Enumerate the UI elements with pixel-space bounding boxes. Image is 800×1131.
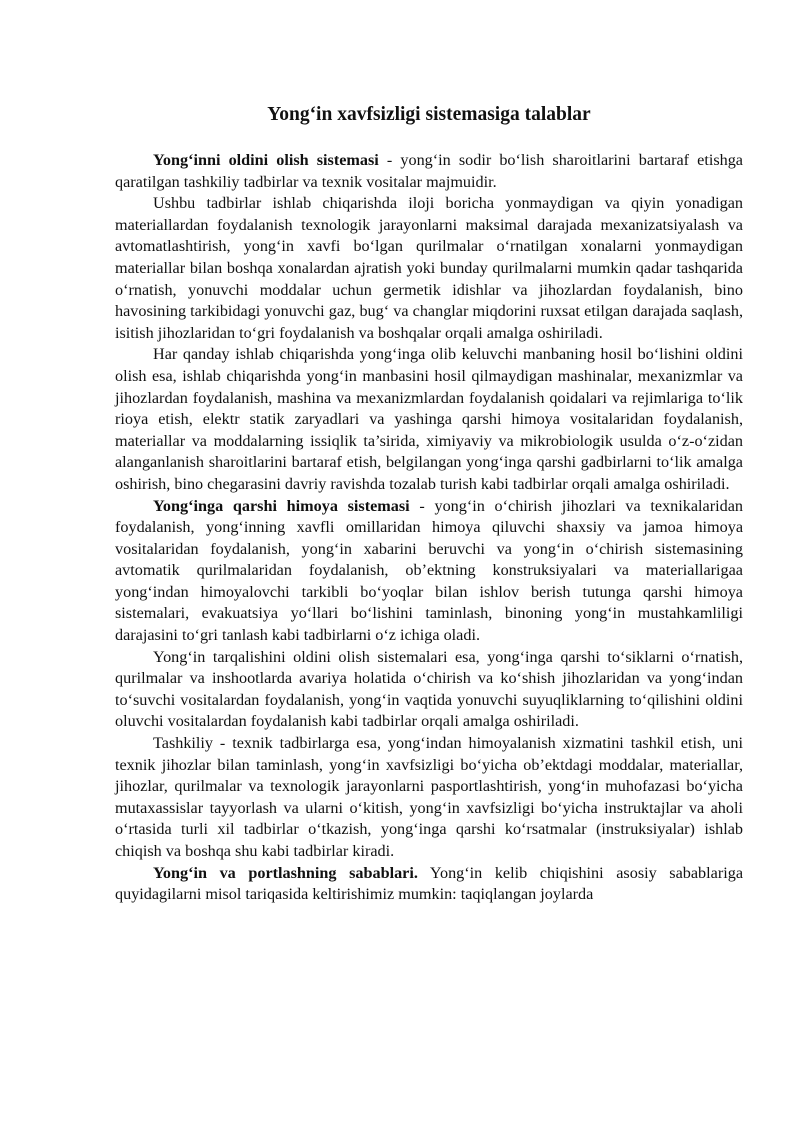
document-title: Yong‘in xavfsizligi sistemasiga talablar — [267, 104, 591, 125]
paragraph-organizational-measures — [115, 733, 743, 863]
paragraph-ignition-source-prevention — [115, 344, 743, 495]
paragraph-measures — [115, 193, 743, 344]
paragraph-text: Yong‘in tarqalishini oldini olish sistemalari esa, yong‘inga qarshi to‘siklarni o‘rnatish, qurilmalar va inshootlarda avariya holatida o‘chirish va ko‘shish jihozlaridan va yong‘indan to‘suvchi vositalardan foydalanish, yong‘in vaqtida yonuvchi suyuqliklarning to‘qilishini oldini oluvchi vositalardan foydalanish kabi tadbirlar orqali amalga oshiriladi. — [115, 647, 743, 731]
paragraph-text: - yong‘in sodir bo‘lish sharoitlarini bartaraf etishga qaratilgan tashkiliy tadbirlar va texnik vositalar majmuidir. — [115, 151, 743, 191]
paragraph-text: Ushbu tadbirlar ishlab chiqarishda iloji boricha yonmaydigan va qiyin yonadigan materiallardan foydalanish texnologik jarayonlarni maksimal darajada mexanizatsiyalash va avtomatlashtirish, yong‘in xavfi bo‘lgan qurilmalar o‘rnatilgan xonalarni yonmaydigan materiallar bilan boshqa xonalardan ajratish yoki bunday qurilmalarni mumkin qadar tashqarida o‘rnatish, yonuvchi moddalar uchun germetik idishlar va jihozlardan foydalanish, bino havosining tarkibidagi yonuvchi gaz, bug‘ va changlar miqdorini ruxsat etilgan darajada saqlash, isitish jihozlaridan to‘gri foydalanish va boshqalar orqali amalga oshiriladi. — [115, 194, 743, 342]
paragraph-fire-causes — [115, 863, 743, 906]
paragraph-lead: Yong‘inga qarshi himoya sistemasi — [153, 496, 410, 515]
paragraph-fire-protection-system — [115, 496, 743, 647]
paragraph-fire-prevention-system — [115, 150, 743, 193]
paragraph-fire-spread-prevention — [115, 647, 743, 733]
paragraph-text: Yong‘in kelib chiqishini asosiy sabablariga quyidagilarni misol tariqasida keltirishimiz mumkin: taqiqlangan joylarda — [115, 863, 744, 904]
paragraph-text: - yong‘in o‘chirish jihozlari va texnikalaridan foydalanish, yong‘inning xavfli omillaridan himoya qiluvchi shaxsiy va jamoa himoya vositalaridan foydalanish, yong‘in xabarini beruvchi va yong‘in o‘chirish sistemasining avtomatik qurilmalaridan foydalanish, ob’ektning konstruksiyalari va materiallarigaa yong‘indan himoyalovchi tarkibli bo‘yoqlar bilan ishlov berish tutunga qarshi himoya sistemalari, evakuatsiya yo‘llari bo‘lishini taminlash, binoning yong‘in mustahkamliligi darajasini to‘gri tanlash kabi tadbirlarni o‘z ichiga oladi. — [115, 496, 743, 645]
paragraph-text: Tashkiliy - texnik tadbirlarga esa, yong‘indan himoyalanish xizmatini tashkil etish, uni texnik jihozlar bilan taminlash, yong‘in xavfsizligi bo‘yicha ob’ektdagi moddalar, materiallar, jihozlar, qurilmalar va texnologik jarayonlarni pasportlashtirish, yong‘in muhofazasi bo‘yicha mutaxassislar tayyorlash va ularni o‘kitish, yong‘in xavfsizligi bo‘yicha instruktajlar va aholi o‘rtasida turli xil tadbirlar o‘tkazish, yong‘inga qarshi ko‘rsatmalar (instruksiyalar) ishlab chiqish va boshqa shu kabi tadbirlar kiradi. — [115, 734, 743, 860]
paragraph-lead: Yong‘inni oldini olish sistemasi — [153, 151, 379, 169]
paragraph-lead: Yong‘in va portlashning sabablari. — [153, 863, 418, 882]
document-body — [115, 150, 743, 906]
paragraph-text: Har qanday ishlab chiqarishda yong‘inga olib keluvchi manbaning hosil bo‘lishini oldini olish esa, ishlab chiqarishda yong‘in manbasini hosil qilmaydigan mashinalar, mexanizmlar va jihozlardan foydalanish, mashina va mexanizmlardan foydalanish qoidalari va rejimlariga to‘lik rioya etish, elektr statik zaryadlari va yashinga qarshi himoya vositalaridan foydalanish, materiallar va moddalarning issiqlik ta’sirida, ximiyaviy va mikrobiologik usulda o‘z-o‘zidan alanganlanish sharoitlarini bartaraf etish, belgilangan yong‘inga qarshi gadbirlarni to‘lik amalga oshirish, bino chegarasini davriy ravishda tozalab turish kabi tadbirlar orqali amalga oshiriladi. — [115, 345, 743, 493]
